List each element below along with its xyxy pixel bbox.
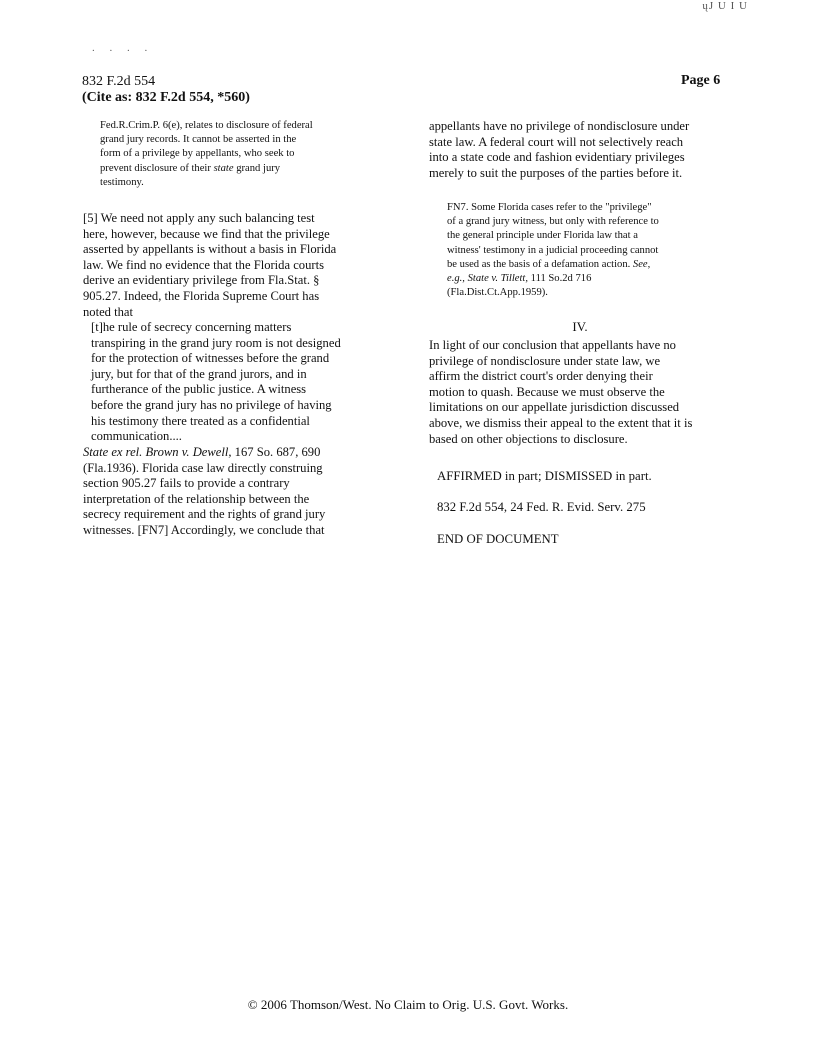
- text-line: the general principle under Florida law that a: [447, 230, 638, 242]
- text-line: (Fla.1936). Florida case law directly construing: [83, 460, 323, 475]
- parallel-citation: 832 F.2d 554, 24 Fed. R. Evid. Serv. 275: [437, 500, 646, 514]
- block-quote: [91, 320, 385, 445]
- text-line: secrecy requirement and the rights of grand jury: [83, 507, 326, 522]
- text-line: jury, but for that of the grand jurors, and in: [91, 366, 307, 381]
- text-line: transpiring in the grand jury room is not designed: [91, 335, 341, 350]
- text-line: [t]he rule of secrecy concerning matters: [91, 320, 292, 334]
- text-line: interpretation of the relationship between the: [83, 491, 310, 506]
- text-line: for the protection of witnesses before the grand: [91, 351, 330, 366]
- text-line: (Fla.Dist.Ct.App.1959).: [447, 287, 548, 299]
- text-line: In light of our conclusion that appellants have no: [429, 338, 676, 352]
- text-line: here, however, because we find that the privilege: [83, 226, 330, 241]
- citation-header: [82, 74, 250, 106]
- scan-specks: . . . .: [92, 42, 154, 54]
- text-line: based on other objections to disclosure.: [429, 431, 628, 446]
- paragraph-5: [83, 211, 385, 320]
- scan-corner-stamp: ųJ U I U: [702, 0, 748, 12]
- text-line: 905.27. Indeed, the Florida Supreme Court has: [83, 288, 320, 303]
- page-number: Page 6: [681, 73, 721, 88]
- text-line: form of a privilege by appellants, who seek to: [100, 148, 295, 160]
- text-line: limitations on our appellate jurisdiction discussed: [429, 400, 680, 415]
- text-line: affirm the district court's order denying their: [429, 369, 653, 384]
- text-line: section 905.27 fails to provide a contrary: [83, 476, 290, 491]
- text-line: e.g., State v. Tillett, 111 So.2d 716: [447, 273, 592, 285]
- text-line: testimony.: [100, 176, 144, 188]
- copyright-footer: © 2006 Thomson/West. No Claim to Orig. U.S. Govt. Works.: [247, 997, 569, 1012]
- text-line: state law. A federal court will not selectively reach: [429, 134, 684, 149]
- text-line: derive an evidentiary privilege from Fla.Stat. §: [83, 273, 320, 288]
- end-of-document: END OF DOCUMENT: [437, 532, 559, 546]
- text-line: motion to quash. Because we must observe the: [429, 384, 665, 399]
- paragraph-continuation: [429, 119, 731, 181]
- text-line: asserted by appellants is without a basis in Florida: [83, 242, 337, 257]
- text-line: [5] We need not apply any such balancing test: [83, 211, 315, 225]
- footnote-continuation: [100, 119, 384, 190]
- text-line: grand jury records. It cannot be asserted in the: [100, 134, 297, 146]
- text-line: into a state code and fashion evidentiary privileges: [429, 150, 685, 165]
- cite-as-line: (Cite as: 832 F.2d 554, *560): [82, 90, 250, 105]
- text-line: be used as the basis of a defamation action. See,: [447, 258, 651, 270]
- text-line: furtherance of the public justice. A witness: [91, 382, 307, 397]
- case-citation-paragraph: [83, 445, 385, 539]
- text-line: privilege of nondisclosure under state law, we: [429, 353, 661, 368]
- text-line: before the grand jury has no privilege of having: [91, 397, 332, 412]
- conclusion-paragraph: [429, 338, 731, 447]
- text-line: of a grand jury witness, but only with reference to: [447, 216, 659, 228]
- text-line: FN7. Some Florida cases refer to the "privilege": [447, 202, 652, 213]
- text-line: law. We find no evidence that the Florida courts: [83, 257, 324, 272]
- text-line: noted that: [83, 304, 134, 319]
- disposition: AFFIRMED in part; DISMISSED in part.: [437, 469, 652, 483]
- text-line: prevent disclosure of their state grand jury: [100, 162, 281, 174]
- text-line: Fed.R.Crim.P. 6(e), relates to disclosure of federal: [100, 120, 313, 131]
- text-line: witness' testimony in a judicial proceeding cannot: [447, 244, 659, 256]
- text-line: communication....: [91, 429, 182, 444]
- text-line: his testimony there treated as a confidential: [91, 413, 310, 428]
- text-line: appellants have no privilege of nondisclosure under: [429, 119, 690, 133]
- text-line: above, we dismiss their appeal to the extent that it is: [429, 415, 693, 430]
- section-heading-iv: IV.: [572, 319, 588, 334]
- text-line: merely to suit the purposes of the parties before it.: [429, 165, 683, 180]
- text-line: State ex rel. Brown v. Dewell, 167 So. 687, 690: [83, 445, 321, 459]
- reporter-citation: 832 F.2d 554: [82, 74, 156, 89]
- text-line: witnesses. [FN7] Accordingly, we conclude that: [83, 522, 325, 537]
- footnote-7: [447, 201, 731, 300]
